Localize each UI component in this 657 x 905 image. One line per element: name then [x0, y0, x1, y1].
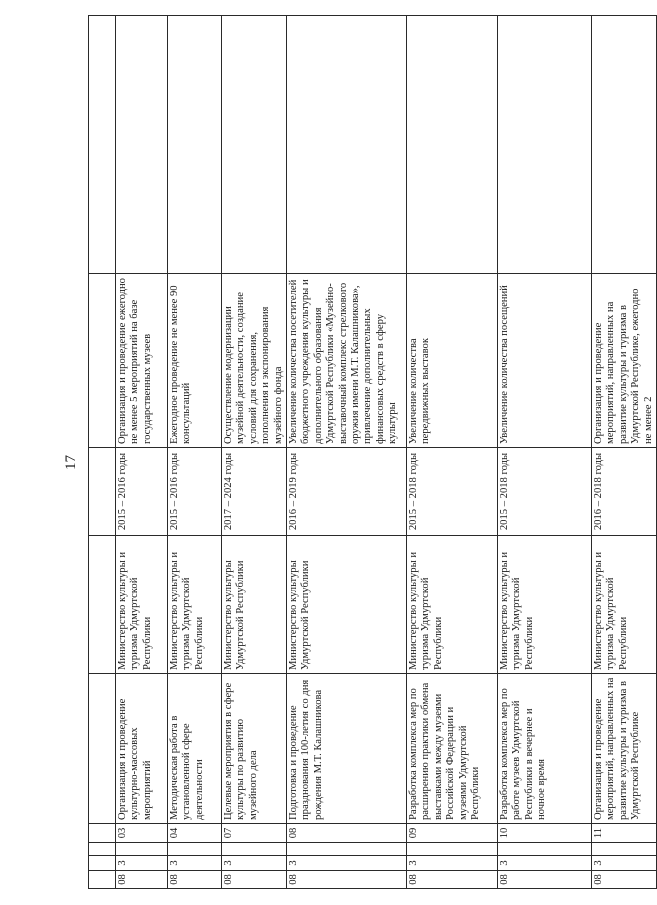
cell-pp: 3	[406, 856, 497, 871]
cell-empty	[89, 16, 116, 274]
cell-executor	[89, 536, 116, 674]
cell-pp: 3	[168, 856, 222, 871]
cell-gp: 08	[591, 871, 656, 889]
cell-measure-name	[89, 674, 116, 824]
cell-om	[406, 843, 497, 856]
table-row	[286, 16, 406, 889]
cell-measure-name: Подготовка и проведение празднования 100-летия со дня рождения М.Т. Калашникова	[286, 674, 406, 824]
cell-period	[89, 448, 116, 536]
cell-result: Организация и проведение мероприятий, направленных на развитие культуры и туризма в Удмуртской Республике, ежегодно не менее 2	[591, 274, 656, 448]
cell-period: 2015 – 2016 годы	[168, 448, 222, 536]
cell-m: 10	[497, 824, 591, 843]
cell-gp: 08	[406, 871, 497, 889]
cell-om	[497, 843, 591, 856]
cell-result: Осуществление модернизации музейной деятельности, создание условий для сохранения, пополнения и экспонирования музейного фонда	[222, 274, 287, 448]
cell-pp: 3	[497, 856, 591, 871]
cell-result: Организация и проведение ежегодно не менее 5 мероприятий на базе государственных музеев	[116, 274, 168, 448]
cell-period: 2016 – 2018 годы	[591, 448, 656, 536]
cell-m: 09	[406, 824, 497, 843]
cell-executor: Министерство культуры и туризма Удмуртской Республики	[116, 536, 168, 674]
cell-om	[116, 843, 168, 856]
cell-empty	[286, 16, 406, 274]
cell-measure-name: Методическая работа в установленной сфере деятельности	[168, 674, 222, 824]
cell-empty	[168, 16, 222, 274]
cell-executor: Министерство культуры и туризма Удмуртской Республики	[591, 536, 656, 674]
cell-gp	[89, 871, 116, 889]
cell-measure-name: Разработка комплекса мер по работе музеев Удмуртской Республики в вечернее и ночное время	[497, 674, 591, 824]
cell-empty	[591, 16, 656, 274]
cell-period: 2017 – 2024 годы	[222, 448, 287, 536]
cell-pp: 3	[286, 856, 406, 871]
cell-gp: 08	[116, 871, 168, 889]
cell-executor: Министерство культуры и туризма Удмуртской Республики	[168, 536, 222, 674]
table-row	[222, 16, 287, 889]
table-row	[591, 16, 656, 889]
cell-empty	[406, 16, 497, 274]
table-row	[406, 16, 497, 889]
cell-measure-name: Организация и проведение мероприятий, направленных на развитие культуры и туризма в Удмуртской Республике	[591, 674, 656, 824]
cell-period: 2015 – 2016 годы	[116, 448, 168, 536]
cell-executor: Министерство культуры Удмуртской Республики	[286, 536, 406, 674]
cell-m: 03	[116, 824, 168, 843]
program-measures-table	[88, 15, 657, 889]
cell-m: 08	[286, 824, 406, 843]
cell-m	[89, 824, 116, 843]
cell-gp: 08	[222, 871, 287, 889]
cell-om	[286, 843, 406, 856]
cell-result: Увеличение количества посещений	[497, 274, 591, 448]
table-row	[89, 16, 116, 889]
cell-m: 04	[168, 824, 222, 843]
cell-pp: 3	[222, 856, 287, 871]
cell-gp: 08	[497, 871, 591, 889]
cell-pp: 3	[591, 856, 656, 871]
cell-empty	[222, 16, 287, 274]
cell-om	[89, 843, 116, 856]
cell-period: 2015 – 2018 годы	[406, 448, 497, 536]
table-row	[497, 16, 591, 889]
cell-executor: Министерство культуры и туризма Удмуртской Республики	[497, 536, 591, 674]
table-row	[116, 16, 168, 889]
cell-measure-name: Организация и проведение культурно-массовых мероприятий	[116, 674, 168, 824]
cell-empty	[116, 16, 168, 274]
cell-executor: Министерство культуры и туризма Удмуртской Республики	[406, 536, 497, 674]
cell-result: Ежегодное проведение не менее 90 консультаций	[168, 274, 222, 448]
cell-pp: 3	[116, 856, 168, 871]
cell-measure-name: Разработка комплекса мер по расширению практики обмена выставками между музеями Российской Федерации и музеями Удмуртской Республики	[406, 674, 497, 824]
page-number: 17	[63, 455, 79, 470]
cell-empty	[497, 16, 591, 274]
cell-gp: 08	[286, 871, 406, 889]
cell-period: 2015 – 2018 годы	[497, 448, 591, 536]
table-row	[168, 16, 222, 889]
cell-result	[89, 274, 116, 448]
cell-m: 11	[591, 824, 656, 843]
cell-period: 2016 – 2019 годы	[286, 448, 406, 536]
rotated-table-wrapper	[88, 16, 654, 889]
cell-measure-name: Целевые мероприятия в сфере культуры по развитию музейного дела	[222, 674, 287, 824]
cell-gp: 08	[168, 871, 222, 889]
cell-pp	[89, 856, 116, 871]
cell-executor: Министерство культуры Удмуртской Республики	[222, 536, 287, 674]
cell-om	[222, 843, 287, 856]
cell-result: Увеличение количества посетителей бюджетного учреждения культуры и дополнительного образования Удмуртской Республики «Музейно-выставочный комплекс стрелкового оружия имени М.Т. Калашникова», привлечение дополнительных финансовых средств в сферу культуры	[286, 274, 406, 448]
cell-m: 07	[222, 824, 287, 843]
cell-result: Увеличение количества передвижных выставок	[406, 274, 497, 448]
cell-om	[591, 843, 656, 856]
cell-om	[168, 843, 222, 856]
